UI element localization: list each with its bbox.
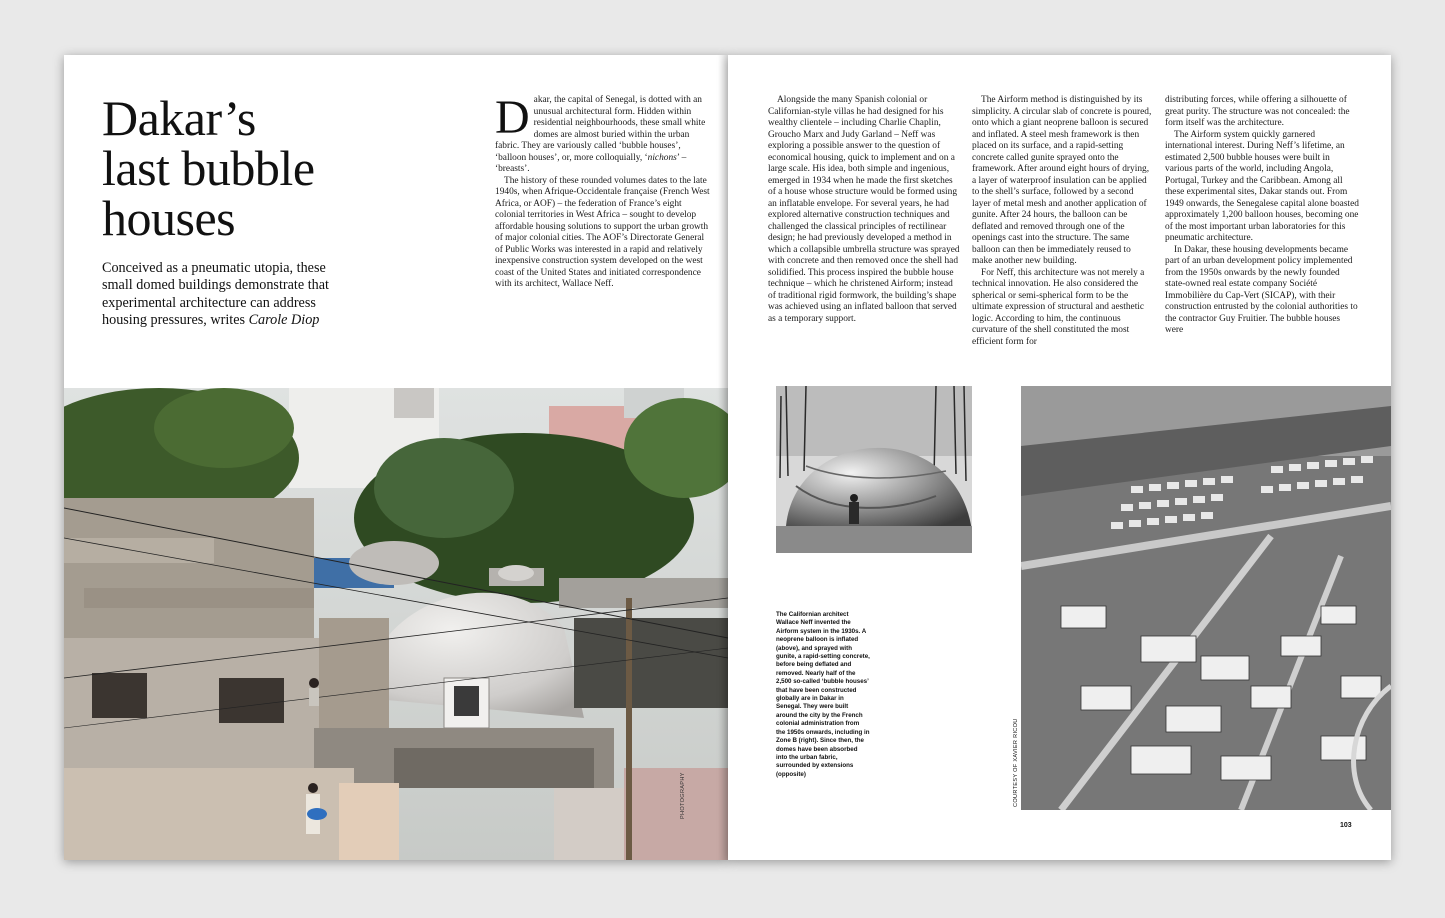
photo-caption: The Californian architect Wallace Neff invented the Airform system in the 1930s. A neoprene balloon is inflated (above), and sprayed with gunite, a rapid-setting concrete, before being deflated and removed. Nearly half of the 2,500 so-called ‘bubble houses’ that have been constructed globally are in Dakar in Senegal. They were built around the city by the French colonial administration from the 1950s onwards, including in Zone B (right). Since then, the domes have been absorbed into the urban fabric, surrounded by extensions (opposite) xyxy=(776,611,870,778)
intro-p1-text-b: ’ – ‘breasts’. xyxy=(495,152,687,174)
col3-paragraph-3: In Dakar, these housing developments became part of an urban development policy implemented from the 1950s onwards by the newly founded state-owned real estate company Société Immobilière du Cap-Vert (SICAP), with their construction entrusted by the colonial authorities to the contractor Guy Fruitier. The bubble houses were xyxy=(1165,244,1358,335)
bubble-house-rooftop-photo xyxy=(64,388,728,860)
standfirst-text: Conceived as a pneumatic utopia, these small domed buildings demonstrate that experimental architecture can address housing pressures, writes xyxy=(102,260,329,329)
headline-line-1: Dakar’s xyxy=(102,90,256,146)
headline-line-2: last bubble xyxy=(102,140,315,196)
col3-paragraph-2: The Airform system quickly garnered international interest. During Neff’s lifetime, an estimated 2,500 bubble houses were built in various parts of the world, including Angola, Portugal, Turkey and the Caribbean. Among all these experimental sites, Dakar stands out. From 1949 onwards, the Senegalese capital alone boasted approximately 1,200 balloon houses, becoming one of the most important urban laboratories for this pneumatic architecture. xyxy=(1165,129,1359,243)
aerial-photo-credit: COURTESY OF XAVIER RICOU xyxy=(1013,718,1019,807)
inflated-balloon-photo xyxy=(776,386,972,553)
col1-paragraph-1: Alongside the many Spanish colonial or Californian-style villas he had designed for his wealthy clientele – including Charlie Chaplin, Groucho Marx and Judy Garland – Neff was exploring a possible answer to the question of economical housing, quick to implement and on a large scale. His idea, both simple and ingenious, emerged in 1934 when he made the first sketches of a house whose structure would be formed using an inflatable envelope. For several years, he had explored alternative construction techniques and challenged the classical principles of rectilinear design; he had previously developed a method in which a collapsible umbrella structure was sprayed with concrete and then removed once the shell had solidified. This process inspired the bubble house technique – which he christened Airform; instead of traditional rigid formwork, the building’s shape was achieved using an inflated balloon that served as a temporary support. xyxy=(768,95,960,324)
body-column-2 xyxy=(972,95,1152,348)
intro-p1-text-a: akar, the capital of Senegal, is dotted with an unusual architectural form. Hidden within residential neighbourhoods, these small white domes are almost buried within the urban fabric. They are variously called ‘bubble houses’, ‘balloon houses’, or, more colloquially, ‘ xyxy=(495,95,706,163)
standfirst xyxy=(102,260,352,330)
page-number: 103 xyxy=(1340,822,1352,829)
intro-p1-term: nichons xyxy=(647,152,677,163)
col3-paragraph-1: distributing forces, while offering a silhouette of great purity. The structure was not concealed: the form itself was the architecture. xyxy=(1165,95,1350,128)
aerial-zone-b-photo xyxy=(1021,386,1391,810)
intro-column xyxy=(495,91,712,291)
main-photo-credit: PHOTOGRAPHY xyxy=(680,772,686,819)
headline-line-3: houses xyxy=(102,190,236,246)
rooftop-photo-illustration xyxy=(64,388,728,860)
author-name: Carole Diop xyxy=(248,312,320,329)
col2-paragraph-1: The Airform method is distinguished by its simplicity. A circular slab of concrete is poured, onto which a giant neoprene balloon is secured and inflated. A steel mesh framework is then placed on its surface, and a rapid-setting concrete called gunite sprayed onto the framework. After around eight hours of drying, a layer of waterproof insulation can be applied to the shell’s surface, followed by a second layer of metal mesh and another application of gunite. After 24 hours, the balloon can be deflated and removed through one of the openings cast into the structure. The same balloon can then be immediately reused to make another new building. xyxy=(972,95,1152,266)
article-headline xyxy=(102,90,422,246)
left-page xyxy=(64,55,728,860)
col2-paragraph-2: For Neff, this architecture was not merely a technical innovation. He also considered the spherical or semi-spherical form to be the ultimate expression of structural and aesthetic logic. According to him, the continuous curvature of the shell constituted the most efficient form for xyxy=(972,267,1145,347)
intro-paragraph-2: The history of these rounded volumes dates to the late 1940s, when Afrique-Occidentale française (French West Africa, or AOF) – the federation of France’s eight colonial territories in West Africa – sought to develop affordable housing solutions to support the urban growth of major colonial cities. The AOF’s Directorate General of Public Works was interested in a rapid and relatively inexpensive construction system developed on the west coast of the United States and initiated correspondence with its architect, Wallace Neff. xyxy=(495,175,710,289)
body-column-3 xyxy=(1165,95,1359,337)
body-column-1 xyxy=(768,95,960,325)
aerial-photo-illustration xyxy=(1021,386,1391,810)
balloon-photo-illustration xyxy=(776,386,972,553)
right-page xyxy=(728,55,1391,860)
intro-paragraph-1 xyxy=(495,91,712,176)
drop-cap: D xyxy=(495,91,530,144)
